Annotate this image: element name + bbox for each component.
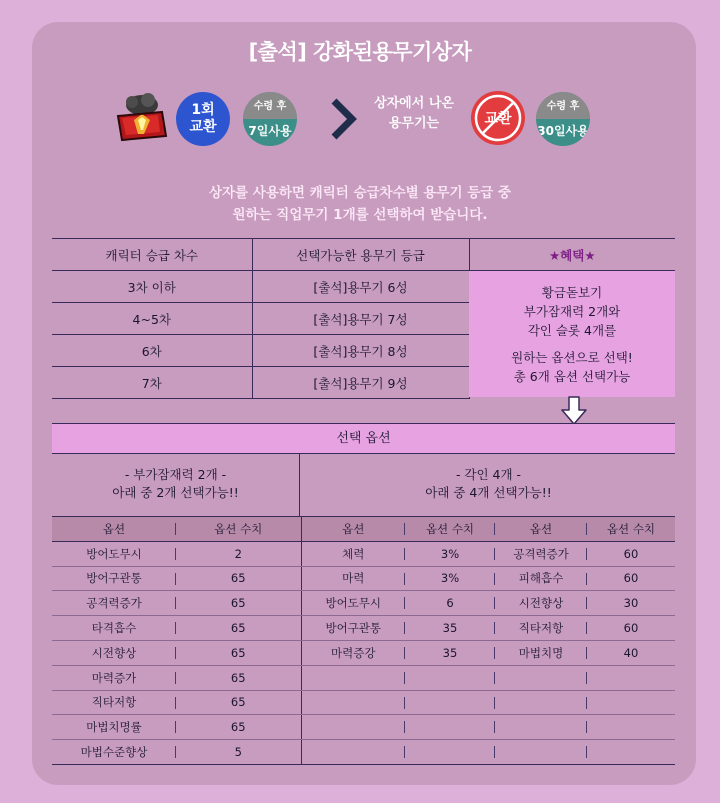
option-value-cell: 60 <box>587 566 675 591</box>
rank-cell: 3차 이하 <box>52 271 252 303</box>
option-value-cell: 60 <box>587 616 675 641</box>
col-header-rank: 캐릭터 승급 차수 <box>52 239 252 271</box>
option-value-cell: 65 <box>176 640 301 665</box>
option-value-cell: 60 <box>587 541 675 566</box>
box-weapon-text-line: 용무기는 <box>388 116 440 131</box>
table-row <box>52 566 675 591</box>
after-receive-label: 수령 후 <box>536 92 590 119</box>
use-30days-label: 30일사용 <box>537 124 589 138</box>
benefit-line: 총 6개 옵션 선택가능 <box>513 369 631 384</box>
box-weapon-text <box>366 94 462 134</box>
option-name-cell: 마력 <box>301 566 405 591</box>
option-value-cell: 40 <box>587 640 675 665</box>
option-name-cell <box>495 715 587 740</box>
rank-cell: 6차 <box>52 335 252 367</box>
option-value-cell: 5 <box>176 740 301 765</box>
option-value-cell <box>587 740 675 765</box>
option-name-cell: 시전향상 <box>495 591 587 616</box>
table-row <box>52 591 675 616</box>
option-value-cell: 35 <box>405 640 495 665</box>
option-name-cell: 방어구관통 <box>52 566 176 591</box>
option-value-cell <box>587 665 675 690</box>
option-value-cell: 65 <box>176 690 301 715</box>
option-value-cell <box>405 740 495 765</box>
option-value-cell: 65 <box>176 616 301 641</box>
benefit-line: 부가잠재력 2개와 <box>523 304 621 319</box>
table-row <box>52 715 675 740</box>
option-name-cell <box>301 715 405 740</box>
col-header-value: 옵션 수치 <box>176 517 301 542</box>
option-name-cell: 마력증가 <box>52 665 176 690</box>
option-value-cell: 6 <box>405 591 495 616</box>
grade-cell: [출석]용무기 6성 <box>252 271 469 303</box>
options-band: 선택 옵션 <box>52 423 675 454</box>
after-receive-label: 수령 후 <box>243 92 297 119</box>
option-value-cell: 30 <box>587 591 675 616</box>
no-trade-badge <box>471 91 525 145</box>
option-name-cell: 피해흡수 <box>495 566 587 591</box>
left-group-title: - 부가잠재력 2개 - <box>124 467 227 482</box>
option-value-cell: 3% <box>405 566 495 591</box>
table-row <box>52 665 675 690</box>
option-value-cell <box>405 715 495 740</box>
grade-table-header <box>52 239 675 271</box>
option-value-cell: 65 <box>176 715 301 740</box>
option-name-cell <box>301 665 405 690</box>
benefit-line: 황금돋보기 <box>541 285 603 300</box>
option-name-cell: 방어도무시 <box>301 591 405 616</box>
option-name-cell <box>301 740 405 765</box>
right-group-title: - 각인 4개 - <box>455 467 522 482</box>
option-name-cell <box>495 740 587 765</box>
option-name-cell: 마력증강 <box>301 640 405 665</box>
option-value-cell <box>587 715 675 740</box>
option-value-cell: 65 <box>176 591 301 616</box>
weapon-box-icon <box>112 90 170 142</box>
col-header-value: 옵션 수치 <box>405 517 495 542</box>
option-value-cell: 3% <box>405 541 495 566</box>
option-value-cell <box>587 690 675 715</box>
notice-text <box>0 182 720 226</box>
option-name-cell: 체력 <box>301 541 405 566</box>
options-table <box>52 516 675 765</box>
col-header-grade: 선택가능한 용무기 등급 <box>252 239 469 271</box>
grade-cell: [출석]용무기 7성 <box>252 303 469 335</box>
rank-cell: 4~5차 <box>52 303 252 335</box>
benefit-line: 원하는 옵션으로 선택! <box>511 350 633 365</box>
notice-line: 원하는 직업무기 1개를 선택하여 받습니다. <box>232 207 488 223</box>
option-name-cell: 방어도무시 <box>52 541 176 566</box>
table-row <box>52 616 675 641</box>
table-row <box>52 690 675 715</box>
option-name-cell: 타격흡수 <box>52 616 176 641</box>
option-name-cell: 마법치명률 <box>52 715 176 740</box>
right-group-subtitle: 아래 중 4개 선택가능!! <box>425 485 552 500</box>
option-name-cell: 방어구관통 <box>301 616 405 641</box>
option-value-cell <box>405 665 495 690</box>
option-name-cell: 마법수준향상 <box>52 740 176 765</box>
options-body <box>52 541 675 764</box>
option-name-cell: 시전향상 <box>52 640 176 665</box>
table-row <box>52 640 675 665</box>
grade-cell: [출석]용무기 9성 <box>252 367 469 399</box>
col-header-option: 옵션 <box>301 517 405 542</box>
option-name-cell: 마법치명 <box>495 640 587 665</box>
left-group-header <box>52 454 300 516</box>
left-group-subtitle: 아래 중 2개 선택가능!! <box>112 485 239 500</box>
benefit-paragraph <box>469 283 675 340</box>
option-name-cell <box>301 690 405 715</box>
col-header-benefit: ★혜택★ <box>469 239 675 271</box>
page-title: [출석] 강화된용무기상자 <box>248 40 472 64</box>
option-name-cell: 공격력증가 <box>52 591 176 616</box>
option-name-cell <box>495 665 587 690</box>
table-row <box>52 541 675 566</box>
option-value-cell: 2 <box>176 541 301 566</box>
option-value-cell <box>405 690 495 715</box>
option-name-cell: 공격력증가 <box>495 541 587 566</box>
table-row <box>52 740 675 765</box>
benefit-line: 각인 슬롯 4개를 <box>527 323 617 338</box>
trade-once-badge <box>176 92 230 146</box>
benefit-box <box>469 271 675 397</box>
col-header-value: 옵션 수치 <box>587 517 675 542</box>
col-header-option: 옵션 <box>495 517 587 542</box>
use-7days-badge <box>243 92 297 146</box>
box-weapon-text-line: 상자에서 나온 <box>374 96 454 111</box>
trade-once-count: 1회 <box>191 102 215 118</box>
grade-cell: [출석]용무기 8성 <box>252 335 469 367</box>
option-name-cell <box>495 690 587 715</box>
benefit-paragraph <box>469 348 675 386</box>
no-trade-label: 교환 <box>484 111 512 127</box>
trade-once-label: 교환 <box>189 119 217 135</box>
notice-line: 상자를 사용하면 캐릭터 승급차수별 용무기 등급 중 <box>208 185 512 201</box>
right-group-header <box>302 454 675 516</box>
rank-cell: 7차 <box>52 367 252 399</box>
option-name-cell: 직타저항 <box>52 690 176 715</box>
option-name-cell: 직타저항 <box>495 616 587 641</box>
chevron-right-icon <box>326 96 360 142</box>
option-value-cell: 35 <box>405 616 495 641</box>
use-7days-label: 7일사용 <box>248 124 292 138</box>
option-value-cell: 65 <box>176 566 301 591</box>
option-value-cell: 65 <box>176 665 301 690</box>
options-header-row <box>52 517 675 542</box>
use-30days-badge <box>536 92 590 146</box>
col-header-option: 옵션 <box>52 517 176 542</box>
info-header <box>0 84 720 154</box>
arrow-down-icon <box>561 396 587 426</box>
